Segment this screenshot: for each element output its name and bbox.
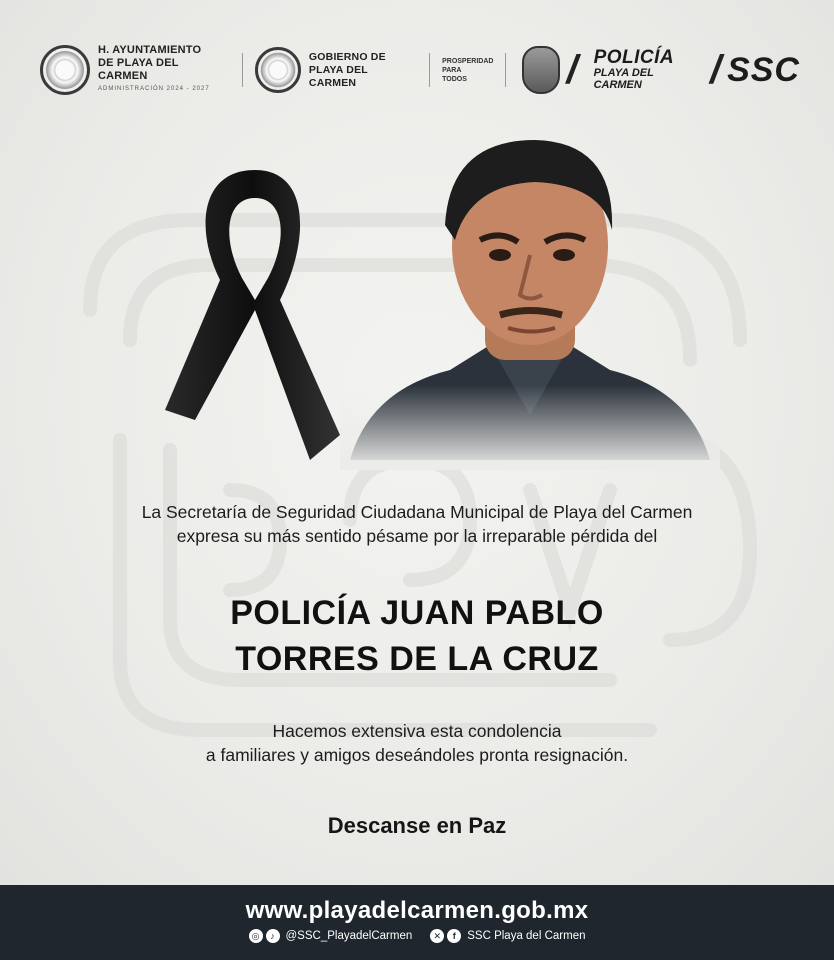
rest-in-peace: Descanse en Paz [327,813,507,838]
social-handle-1: @SSC_PlayadelCarmen [285,930,413,942]
slash-divider: / [709,47,722,92]
instagram-icon: ◎ [249,929,263,943]
message-line1: La Secretaría de Seguridad Ciudadana Municipal de Playa del Carmen [141,502,693,522]
header-logos [40,40,800,100]
deceased-name-line1: POLICÍA JUAN PABLO [230,594,604,632]
police-badge-logo [522,46,560,94]
social-links [0,929,834,943]
gobierno-text [309,51,417,90]
slash-divider: / [566,47,578,92]
policia-subtitle: PLAYA DEL CARMEN [593,67,654,91]
gobierno-line2: PLAYA DEL CARMEN [308,63,368,89]
policia-title: POLICÍA [593,47,675,68]
slogan-line3: TODOS [442,75,467,83]
mourning-ribbon-icon [160,160,350,470]
municipal-seal-logo [40,45,90,95]
extended-condolence [0,719,834,767]
condolence-line1: Hacemos extensiva esta condolencia [272,721,562,741]
policia-logo-text [594,49,704,91]
slogan [442,57,493,84]
divider [242,53,243,87]
condolence-line2: a familiares y amigos deseándoles pronta resignación. [205,745,629,765]
website-link[interactable]: www.playadelcarmen.gob.mx [245,897,589,924]
deceased-name-line2: TORRES DE LA CRUZ [235,640,599,678]
officer-portrait [340,130,720,470]
slogan-line1: PROSPERIDAD [442,57,494,65]
gobierno-seal-logo [255,47,301,93]
condolence-message [0,500,834,548]
administration-period: ADMINISTRACIÓN 2024 - 2027 [98,86,210,92]
social-group-1[interactable] [249,929,413,943]
message-line2: expresa su más sentido pésame por la irreparable pérdida del [176,526,658,546]
footer [0,885,834,960]
tiktok-icon: ♪ [266,929,280,943]
municipality-line2: DE PLAYA DEL CARMEN [98,57,179,82]
facebook-icon: f [447,929,461,943]
divider [429,53,430,87]
gobierno-line1: GOBIERNO DE [308,50,386,63]
social-handle-2: SSC Playa del Carmen [467,930,586,942]
ssc-logo-text: SSC [727,50,800,89]
deceased-name [0,590,834,682]
divider [505,53,506,87]
municipality-text [98,44,230,96]
x-icon: ✕ [430,929,444,943]
slogan-line2: PARA [442,66,462,74]
social-group-2[interactable] [430,929,585,943]
municipality-line1: H. AYUNTAMIENTO [98,44,202,56]
